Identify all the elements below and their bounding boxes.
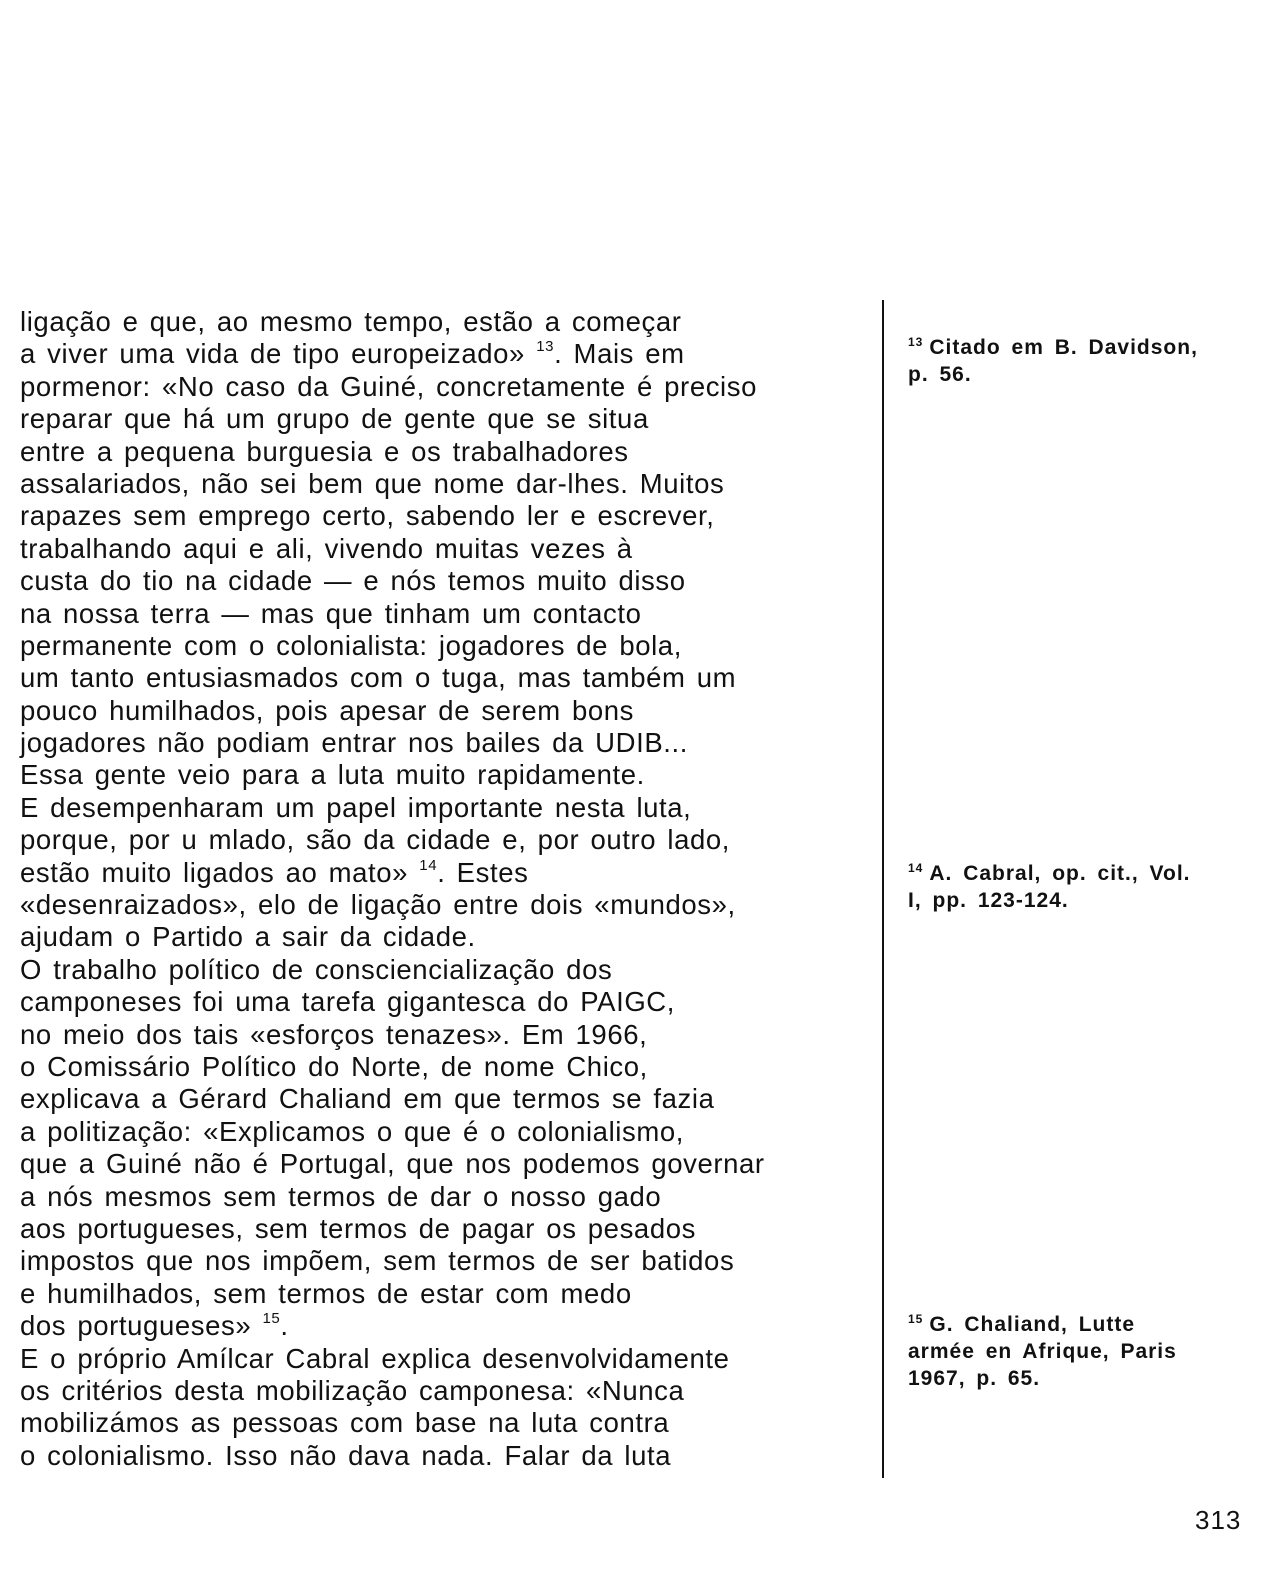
text-line xyxy=(20,1278,880,1310)
text-line xyxy=(20,1440,880,1472)
text-line xyxy=(20,1310,880,1342)
line-text: jogadores não podiam entrar nos bailes da UDIB... xyxy=(20,727,688,759)
line-text: na nossa terra — mas que tinham um contacto xyxy=(20,597,642,629)
text-line xyxy=(20,986,880,1018)
line-text: os critérios desta mobilização camponesa: «Nunca xyxy=(20,1374,685,1406)
line-text: que a Guiné não é Portugal, que nos podemos governar xyxy=(20,1148,765,1180)
text-line xyxy=(20,727,880,759)
text-line xyxy=(20,1148,880,1180)
text-line xyxy=(20,306,880,338)
line-text: o Comissário Político do Norte, de nome Chico, xyxy=(20,1050,648,1082)
line-text: custa do tio na cidade — e nós temos muito disso xyxy=(20,565,686,597)
line-text: e humilhados, sem termos de estar com medo xyxy=(20,1277,632,1309)
line-text: reparar que há um grupo de gente que se situa xyxy=(20,403,649,435)
text-line xyxy=(20,436,880,468)
text-line xyxy=(20,759,880,791)
line-text: «desenraizados», elo de ligação entre dois «mundos», xyxy=(20,889,736,921)
line-text-continuation: . Estes xyxy=(437,856,529,888)
text-line xyxy=(20,371,880,403)
footnote-text: Citado em B. Davidson, p. 56. xyxy=(908,336,1198,386)
footnote-reference: 15 xyxy=(262,1310,281,1328)
text-line xyxy=(20,824,880,856)
line-text: a viver uma vida de tipo europeizado» xyxy=(20,338,525,370)
text-line xyxy=(20,403,880,435)
footnote-number: 15 xyxy=(908,1312,924,1326)
line-text: porque, por u mlado, são da cidade e, por outro lado, xyxy=(20,824,731,856)
line-text-continuation: . xyxy=(280,1310,289,1342)
text-line xyxy=(20,954,880,986)
text-line xyxy=(20,1083,880,1115)
line-text: pormenor: «No caso da Guiné, concretamente é preciso xyxy=(20,370,758,402)
text-line xyxy=(20,1116,880,1148)
text-line xyxy=(20,533,880,565)
line-text: a nós mesmos sem termos de dar o nosso gado xyxy=(20,1180,662,1212)
line-text: a politização: «Explicamos o que é o colonialismo, xyxy=(20,1115,684,1147)
line-text: o colonialismo. Isso não dava nada. Falar da luta xyxy=(20,1439,672,1471)
page-number: 313 xyxy=(1195,1505,1242,1535)
line-text: O trabalho político de consciencialização dos xyxy=(20,953,613,985)
line-text-continuation: . Mais em xyxy=(554,338,685,370)
footnote-reference: 13 xyxy=(536,338,555,356)
text-line xyxy=(20,1181,880,1213)
line-text: permanente com o colonialista: jogadores de bola, xyxy=(20,629,682,661)
line-text: ligação e que, ao mesmo tempo, estão a começar xyxy=(20,306,682,337)
text-line xyxy=(20,1375,880,1407)
text-line xyxy=(20,500,880,532)
footnote-reference: 14 xyxy=(419,856,438,874)
text-line xyxy=(20,1051,880,1083)
text-line xyxy=(20,695,880,727)
line-text: E desempenharam um papel importante nesta luta, xyxy=(20,791,692,823)
line-text: um tanto entusiasmados com o tuga, mas também um xyxy=(20,662,737,694)
line-text: entre a pequena burguesia e os trabalhadores xyxy=(20,435,629,467)
line-text: impostos que nos impõem, sem termos de ser batidos xyxy=(20,1245,735,1277)
line-text: dos portugueses» xyxy=(20,1310,252,1342)
text-line xyxy=(20,1019,880,1051)
line-text: aos portugueses, sem termos de pagar os pesados xyxy=(20,1212,696,1244)
text-line xyxy=(20,921,880,953)
footnote-13 xyxy=(908,334,1208,388)
text-line xyxy=(20,1245,880,1277)
text-line xyxy=(20,1213,880,1245)
text-line xyxy=(20,792,880,824)
line-text: mobilizámos as pessoas com base na luta contra xyxy=(20,1407,670,1439)
text-line xyxy=(20,889,880,921)
line-text: no meio dos tais «esforços tenazes». Em 1966, xyxy=(20,1018,648,1050)
line-text: camponeses foi uma tarefa gigantesca do PAIGC, xyxy=(20,986,676,1018)
text-line xyxy=(20,857,880,889)
line-text: trabalhando aqui e ali, vivendo muitas vezes à xyxy=(20,532,633,564)
text-line xyxy=(20,1407,880,1439)
column-divider xyxy=(882,300,884,1478)
footnote-14 xyxy=(908,860,1208,914)
line-text: explicava a Gérard Chaliand em que termos se fazia xyxy=(20,1083,715,1115)
line-text: ajudam o Partido a sair da cidade. xyxy=(20,921,476,953)
footnote-text: G. Chaliand, Lutte armée en Afrique, Paris 1967, p. 65. xyxy=(908,1313,1177,1390)
text-line xyxy=(20,598,880,630)
footnote-number: 14 xyxy=(908,861,924,875)
text-line xyxy=(20,662,880,694)
line-text: E o próprio Amílcar Cabral explica desenvolvidamente xyxy=(20,1342,730,1374)
text-line xyxy=(20,630,880,662)
body-text xyxy=(20,306,880,1472)
line-text: pouco humilhados, pois apesar de serem bons xyxy=(20,694,635,726)
text-line xyxy=(20,338,880,370)
footnote-15 xyxy=(908,1311,1178,1392)
text-line xyxy=(20,468,880,500)
footnote-number: 13 xyxy=(908,335,924,349)
line-text: assalariados, não sei bem que nome dar-lhes. Muitos xyxy=(20,467,725,499)
text-line xyxy=(20,1343,880,1375)
line-text: Essa gente veio para a luta muito rapidamente. xyxy=(20,759,645,791)
footnote-text: A. Cabral, op. cit., Vol. I, pp. 123-124. xyxy=(908,862,1191,912)
line-text: rapazes sem emprego certo, sabendo ler e escrever, xyxy=(20,500,715,532)
line-text: estão muito ligados ao mato» xyxy=(20,856,409,888)
text-line xyxy=(20,565,880,597)
